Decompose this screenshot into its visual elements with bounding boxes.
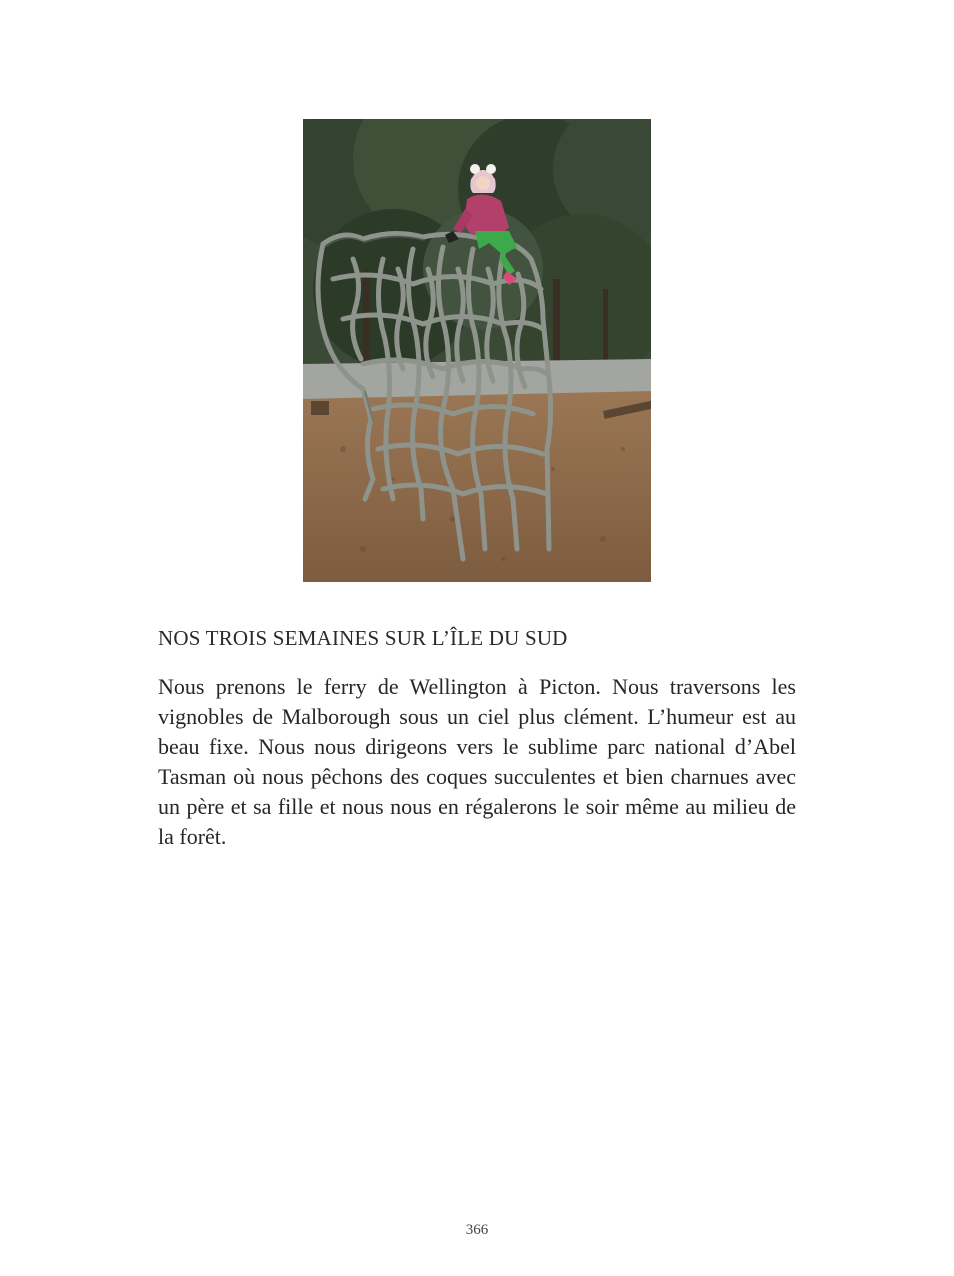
playground-photo xyxy=(303,119,651,582)
section-heading: NOS TROIS SEMAINES SUR L’ÎLE DU SUD xyxy=(158,626,568,650)
section-paragraph: Nous prenons le ferry de Wellington à Picton. Nous traversons les vignobles de Malborough sous un ciel plus clément. L’humeur est au beau fixe. Nous nous dirigeons vers le sublime parc national d’Abel Tasman où nous pêchons des coques succulentes et bien charnues avec un père et sa fille et nous nous en régalerons le soir même au milieu de la forêt. xyxy=(158,674,796,849)
photo-illustration xyxy=(303,119,651,582)
page-number: 366 xyxy=(465,1222,489,1238)
